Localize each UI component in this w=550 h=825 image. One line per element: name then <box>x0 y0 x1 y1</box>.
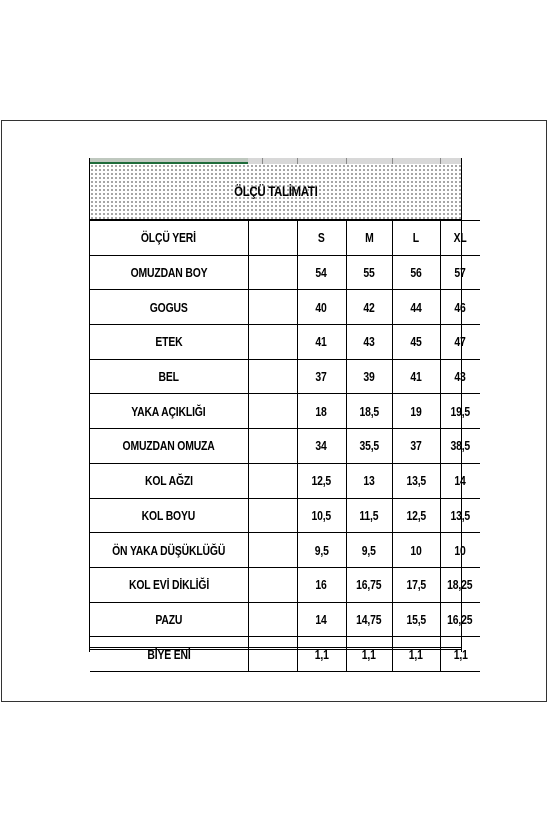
measurement-value-cell <box>392 498 440 533</box>
table-row <box>90 290 480 325</box>
measurement-value-cell <box>392 567 440 602</box>
measurement-value-cell <box>297 325 346 360</box>
measurement-label-cell <box>90 498 248 533</box>
measurement-value-cell <box>346 567 392 602</box>
measurement-label-cell <box>90 637 248 672</box>
measurement-value-cell <box>440 637 480 672</box>
measurement-value: 40 <box>315 299 328 315</box>
measurement-value: 43 <box>454 369 466 385</box>
measurement-value: 18,5 <box>359 403 379 419</box>
measurement-value: 14 <box>454 473 466 489</box>
measurement-label: KOL AĞZI <box>144 473 193 489</box>
blank-cell <box>248 637 297 672</box>
header-size-m: M <box>364 230 374 246</box>
measurement-value-cell <box>297 359 346 394</box>
measurement-value: 13,5 <box>406 473 426 489</box>
measurement-label-cell <box>90 394 248 429</box>
measurement-value-cell <box>440 567 480 602</box>
measurement-label-cell <box>90 567 248 602</box>
measurement-value: 16,75 <box>356 577 382 593</box>
measurement-value-cell <box>297 498 346 533</box>
measurement-value: 37 <box>315 369 328 385</box>
table-row <box>90 533 480 568</box>
measurement-value-cell <box>392 602 440 637</box>
measurement-value: 38,5 <box>450 438 471 454</box>
measurement-label-cell <box>90 359 248 394</box>
blank-cell <box>248 359 297 394</box>
measurement-value-cell <box>392 325 440 360</box>
table-row <box>90 359 480 394</box>
measurement-label: ÖN YAKA DÜŞÜKLÜĞÜ <box>112 542 226 558</box>
table-row <box>90 429 480 464</box>
measurement-value-cell <box>346 359 392 394</box>
measurement-label: YAKA AÇIKLIĞI <box>131 403 206 419</box>
measurement-value: 19 <box>410 403 422 419</box>
measurement-value-cell <box>440 290 480 325</box>
measurement-value-cell <box>346 637 392 672</box>
measurement-value-cell <box>346 394 392 429</box>
chart-title: ÖLÇÜ TALİMATI <box>233 182 318 199</box>
header-size-cell <box>440 221 480 256</box>
measurement-value: 14,75 <box>356 611 382 627</box>
measurement-value-cell <box>346 290 392 325</box>
measurement-value: 13 <box>363 473 375 489</box>
measurement-value-cell <box>440 325 480 360</box>
blank-cell <box>248 221 297 256</box>
size-table <box>90 220 480 672</box>
measurement-value-cell <box>392 429 440 464</box>
measurement-value: 1,1 <box>408 646 423 662</box>
measurement-value-cell <box>346 429 392 464</box>
measurement-value-cell <box>392 394 440 429</box>
measurement-value: 12,5 <box>311 473 332 489</box>
table-row <box>90 463 480 498</box>
measurement-value: 14 <box>315 611 328 627</box>
header-size-l: L <box>412 230 420 246</box>
measurement-value: 15,5 <box>406 611 426 627</box>
blank-cell <box>248 567 297 602</box>
measurement-value: 46 <box>454 299 466 315</box>
measurement-value: 18,25 <box>447 577 473 593</box>
measurement-value: 10 <box>454 542 466 558</box>
header-size-cell <box>346 221 392 256</box>
measurement-value-cell <box>297 533 346 568</box>
measurement-value-cell <box>297 567 346 602</box>
measurement-value-cell <box>346 602 392 637</box>
measurement-value-cell <box>297 463 346 498</box>
table-row <box>90 567 480 602</box>
table-row <box>90 602 480 637</box>
measurement-value: 1,1 <box>453 646 468 662</box>
measurement-value: 56 <box>410 265 422 281</box>
measurement-value: 37 <box>410 438 422 454</box>
header-size-xl: XL <box>453 230 467 246</box>
blank-cell <box>248 602 297 637</box>
blank-cell <box>248 463 297 498</box>
measurement-value: 10 <box>410 542 422 558</box>
measurement-value: 1,1 <box>361 646 376 662</box>
header-size-cell <box>392 221 440 256</box>
measurement-value: 18 <box>315 403 328 419</box>
measurement-value: 44 <box>410 299 422 315</box>
measurement-value-cell <box>346 325 392 360</box>
measurement-value: 9,5 <box>361 542 376 558</box>
measurement-value: 1,1 <box>314 646 329 662</box>
measurement-value-cell <box>346 533 392 568</box>
measurement-label-cell <box>90 429 248 464</box>
measurement-value-cell <box>440 429 480 464</box>
measurement-value-cell <box>297 602 346 637</box>
measurement-value: 19,5 <box>450 403 471 419</box>
measurement-label: OMUZDAN OMUZA <box>122 438 215 454</box>
measurement-label: KOL EVİ DİKLİĞİ <box>128 577 209 593</box>
table-row <box>90 637 480 672</box>
measurement-value: 34 <box>315 438 328 454</box>
measurement-value-cell <box>392 463 440 498</box>
measurement-value: 41 <box>315 334 328 350</box>
blank-cell <box>248 290 297 325</box>
measurement-label-cell <box>90 602 248 637</box>
measurement-label-cell <box>90 255 248 290</box>
measurement-value: 13,5 <box>450 507 471 523</box>
title-band <box>90 164 461 220</box>
measurement-label: KOL BOYU <box>142 507 196 523</box>
measurement-label-cell <box>90 463 248 498</box>
measurement-value: 54 <box>315 265 328 281</box>
table-row <box>90 498 480 533</box>
measurement-value: 10,5 <box>311 507 332 523</box>
measurement-value: 42 <box>363 299 375 315</box>
measurement-value: 12,5 <box>406 507 426 523</box>
header-label-cell <box>90 221 248 256</box>
measurement-value-cell <box>297 429 346 464</box>
blank-cell <box>248 394 297 429</box>
measurement-value-cell <box>440 498 480 533</box>
measurement-value-cell <box>346 498 392 533</box>
header-size-s: S <box>318 230 325 246</box>
measurement-value: 43 <box>363 334 375 350</box>
measurement-value-cell <box>346 255 392 290</box>
measurement-value: 16,25 <box>447 611 473 627</box>
measurement-value: 41 <box>410 369 422 385</box>
blank-cell <box>248 498 297 533</box>
measurement-value: 35,5 <box>359 438 379 454</box>
measurement-label: BEL <box>158 369 179 385</box>
measurement-value: 55 <box>363 265 375 281</box>
measurement-value-cell <box>440 533 480 568</box>
measurement-label: PAZU <box>155 611 183 627</box>
measurement-value-cell <box>297 255 346 290</box>
measurement-label: OMUZDAN BOY <box>130 265 208 281</box>
measurement-value-cell <box>392 637 440 672</box>
table-row <box>90 255 480 290</box>
blank-cell <box>248 429 297 464</box>
measurement-value: 47 <box>454 334 466 350</box>
measurement-label-cell <box>90 290 248 325</box>
table-row <box>90 394 480 429</box>
header-row <box>90 221 480 256</box>
header-size-cell <box>297 221 346 256</box>
measurement-value: 45 <box>410 334 422 350</box>
size-chart-sheet <box>89 158 473 662</box>
measurement-value-cell <box>392 533 440 568</box>
header-label: ÖLÇÜ YERİ <box>141 230 197 246</box>
measurement-value-cell <box>440 394 480 429</box>
measurement-value: 16 <box>315 577 328 593</box>
measurement-label: GOGUS <box>149 299 188 315</box>
measurement-label-cell <box>90 533 248 568</box>
measurement-label: BİYE ENİ <box>147 646 191 662</box>
measurement-value: 9,5 <box>314 542 329 558</box>
measurement-label-cell <box>90 325 248 360</box>
measurement-value-cell <box>392 359 440 394</box>
measurement-value-cell <box>392 255 440 290</box>
blank-cell <box>248 255 297 290</box>
measurement-value-cell <box>440 255 480 290</box>
measurement-value-cell <box>440 359 480 394</box>
sheet-bottom-border <box>90 647 461 650</box>
measurement-value-cell <box>346 463 392 498</box>
measurement-label: ETEK <box>155 334 183 350</box>
table-row <box>90 325 480 360</box>
measurement-value-cell <box>440 602 480 637</box>
measurement-value-cell <box>440 463 480 498</box>
measurement-value: 11,5 <box>359 507 379 523</box>
measurement-value-cell <box>297 290 346 325</box>
measurement-value-cell <box>297 394 346 429</box>
measurement-value: 39 <box>363 369 375 385</box>
measurement-value-cell <box>392 290 440 325</box>
measurement-value: 17,5 <box>406 577 426 593</box>
measurement-value-cell <box>297 637 346 672</box>
measurement-value: 57 <box>454 265 466 281</box>
blank-cell <box>248 533 297 568</box>
blank-cell <box>248 325 297 360</box>
